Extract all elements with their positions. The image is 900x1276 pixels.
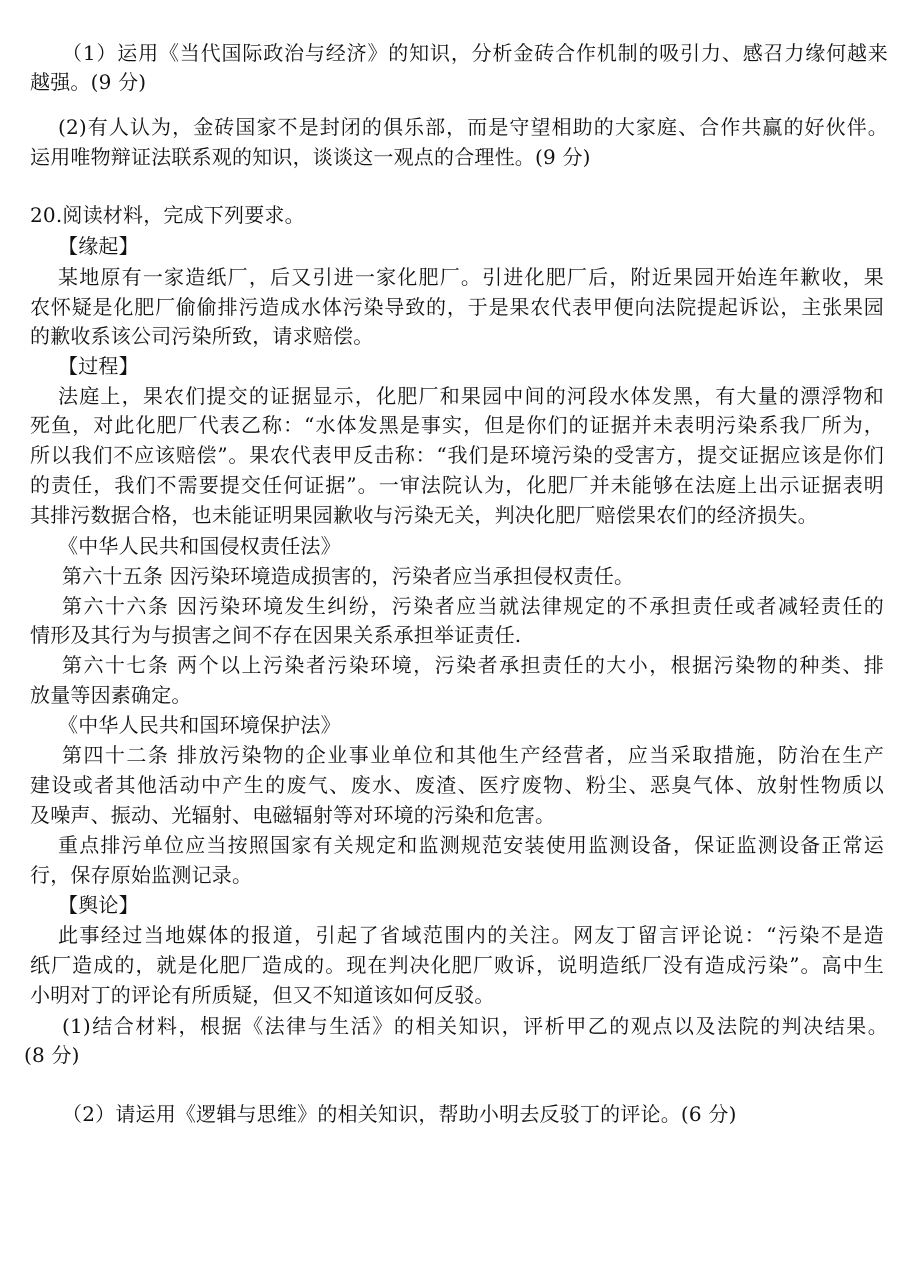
tort-law-article-66-line1: 第六十六条 因污染环境发生纠纷，污染者应当就法律规定的不承担责任或者减轻责任的: [62, 594, 884, 618]
env-law-key-units-line2: 行，保存原始监测记录。: [30, 863, 253, 887]
process-line-1: 法庭上，果农们提交的证据显示，化肥厂和果园中间的河段水体发黑，有大量的漂浮物和: [58, 384, 884, 408]
section-heading-opinion: 【舆论】: [58, 893, 139, 917]
process-line-3: 所以我们不应该赔偿”。果农代表甲反击称：“我们是环境污染的受害方，提交证据应该是你们: [30, 443, 884, 467]
q20-header: 20.阅读材料，完成下列要求。: [30, 203, 305, 227]
q20-question1-line2: (8 分): [24, 1043, 80, 1067]
tort-law-article-65: 第六十五条 因污染环境造成损害的，污染者应当承担侵权责任。: [62, 564, 635, 588]
q19-part1-line1: （1）运用《当代国际政治与经济》的知识，分析金砖合作机制的吸引力、感召力缘何越来: [62, 41, 888, 65]
q19-part2-line1: (2)有人认为，金砖国家不是封闭的俱乐部，而是守望相助的大家庭、合作共赢的好伙伴。: [58, 115, 888, 139]
q20-question1-line1: (1)结合材料，根据《法律与生活》的相关知识，评析甲乙的观点以及法院的判决结果。: [62, 1014, 888, 1038]
q19-part2-line2: 运用唯物辩证法联系观的知识，谈谈这一观点的合理性。(9 分): [30, 145, 591, 169]
env-law-title: 《中华人民共和国环境保护法》: [58, 713, 341, 737]
q19-part1-line2: 越强。(9 分): [30, 70, 147, 94]
section-heading-origin: 【缘起】: [58, 234, 139, 258]
process-line-5: 其排污数据合格，也未能证明果园歉收与污染无关，判决化肥厂赔偿果农们的经济损失。: [30, 503, 818, 527]
env-law-article-42-line2: 建设或者其他活动中产生的废气、废水、废渣、医疗废物、粉尘、恶臭气体、放射性物质以: [30, 773, 884, 797]
opinion-line-3: 小明对丁的评论有所质疑，但又不知道该如何反驳。: [30, 983, 495, 1007]
env-law-article-42-line3: 及噪声、振动、光辐射、电磁辐射等对环境的污染和危害。: [30, 803, 556, 827]
tort-law-title: 《中华人民共和国侵权责任法》: [58, 534, 341, 558]
section-heading-process: 【过程】: [58, 354, 139, 378]
origin-line-3: 的歉收系该公司污染所致，请求赔偿。: [30, 324, 374, 348]
q20-question2: （2）请运用《逻辑与思维》的相关知识，帮助小明去反驳丁的评论。(6 分): [62, 1102, 737, 1126]
tort-law-article-67-line2: 放量等因素确定。: [30, 683, 192, 707]
opinion-line-2: 纸厂造成的，就是化肥厂造成的。现在判决化肥厂败诉，说明造纸厂没有造成污染”。高中生: [30, 953, 884, 977]
tort-law-article-67-line1: 第六十七条 两个以上污染者污染环境，污染者承担责任的大小，根据污染物的种类、排: [62, 653, 884, 677]
tort-law-article-66-line2: 情形及其行为与损害之间不存在因果关系承担举证责任.: [30, 623, 522, 647]
origin-line-1: 某地原有一家造纸厂，后又引进一家化肥厂。引进化肥厂后，附近果园开始连年歉收，果: [58, 265, 884, 289]
origin-line-2: 农怀疑是化肥厂偷偷排污造成水体污染导致的，于是果农代表甲便向法院提起诉讼，主张果园: [30, 295, 884, 319]
env-law-article-42-line1: 第四十二条 排放污染物的企业事业单位和其他生产经营者，应当采取措施，防治在生产: [62, 743, 884, 767]
process-line-4: 的责任，我们不需要提交任何证据”。一审法院认为，化肥厂并未能够在法庭上出示证据表明: [30, 473, 884, 497]
env-law-key-units-line1: 重点排污单位应当按照国家有关规定和监测规范安装使用监测设备，保证监测设备正常运: [58, 833, 884, 857]
process-line-2: 死鱼，对此化肥厂代表乙称：“水体发黑是事实，但是你们的证据并未表明污染系我厂所为，: [30, 413, 884, 437]
opinion-line-1: 此事经过当地媒体的报道，引起了省域范围内的关注。网友丁留言评论说：“污染不是造: [58, 923, 884, 947]
